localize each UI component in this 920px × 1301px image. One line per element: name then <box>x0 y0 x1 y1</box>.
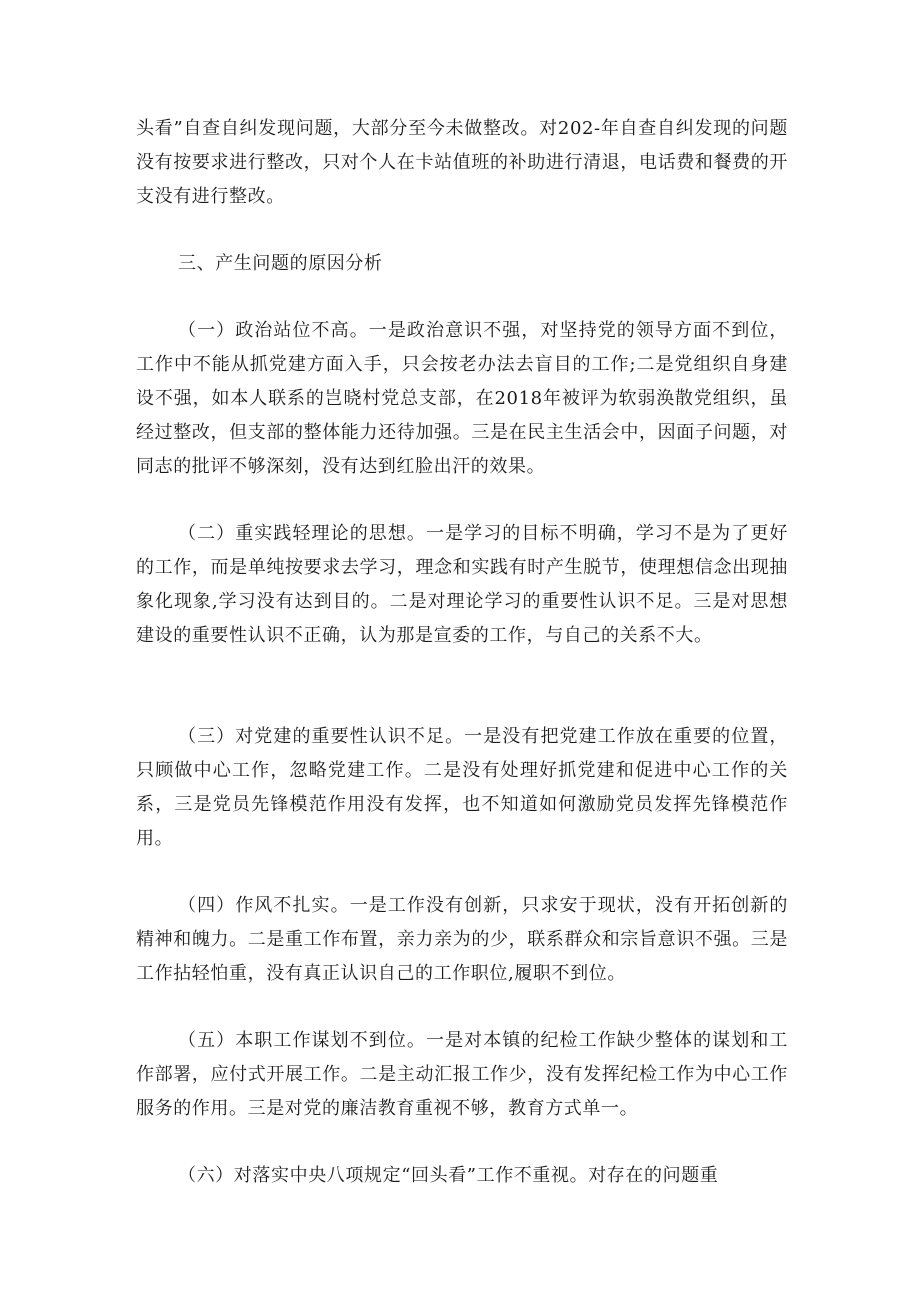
section-heading: 三、产生问题的原因分析 <box>178 253 383 274</box>
paragraph-eight-rules: （六）对落实中央八项规定“回头看”工作不重视。对存在的问题重 <box>178 1165 719 1186</box>
paragraph-continued: 头看”自查自纠发现问题，大部分至今未做整改。对202-年自查自纠发现的问题没有按要求进行整改，只对个人在卡站值班的补助进行清退，电话费和餐费的开支没有进行整改。 <box>136 118 788 207</box>
paragraph-job-planning: （五）本职工作谋划不到位。一是对本镇的纪检工作缺少整体的谋划和工作部署，应付式开展工作。二是主动汇报工作少，没有发挥纪检工作为中心工作服务的作用。三是对党的廉洁教育重视不够，教育方式单一。 <box>136 1030 788 1119</box>
paragraph-theory-practice: （二）重实践轻理论的思想。一是学习的目标不明确，学习不是为了更好的工作，而是单纯按要求去学习，理念和实践有时产生脱节，使理想信念出现抽象化现象,学习没有达到目的。二是对理论学习的重要性认识不足。三是对思想建设的重要性认识不正确，认为那是宣委的工作，与自己的关系不大。 <box>136 523 788 646</box>
paragraph-party-building: （三）对党建的重要性认识不足。一是没有把党建工作放在重要的位置，只顾做中心工作，忽略党建工作。二是没有处理好抓党建和促进中心工作的关系，三是党员先锋模范作用没有发挥，也不知道如何激励党员发挥先锋模范作用。 <box>136 726 788 849</box>
paragraph-political-stance: （一）政治站位不高。一是政治意识不强，对坚持党的领导方面不到位，工作中不能从抓党建方面入手，只会按老办法去盲目的工作;二是党组织自身建设不强，如本人联系的岂晓村党总支部，在2018年被评为软弱涣散党组织，虽经过整改，但支部的整体能力还待加强。三是在民主生活会中，因面子问题，对同志的批评不够深刻，没有达到红脸出汗的效果。 <box>136 320 788 477</box>
paragraph-work-style: （四）作风不扎实。一是工作没有创新，只求安于现状，没有开拓创新的精神和魄力。二是重工作布置，亲力亲为的少，联系群众和宗旨意识不强。三是工作拈轻怕重，没有真正认识自己的工作职位,履职不到位。 <box>136 895 788 984</box>
